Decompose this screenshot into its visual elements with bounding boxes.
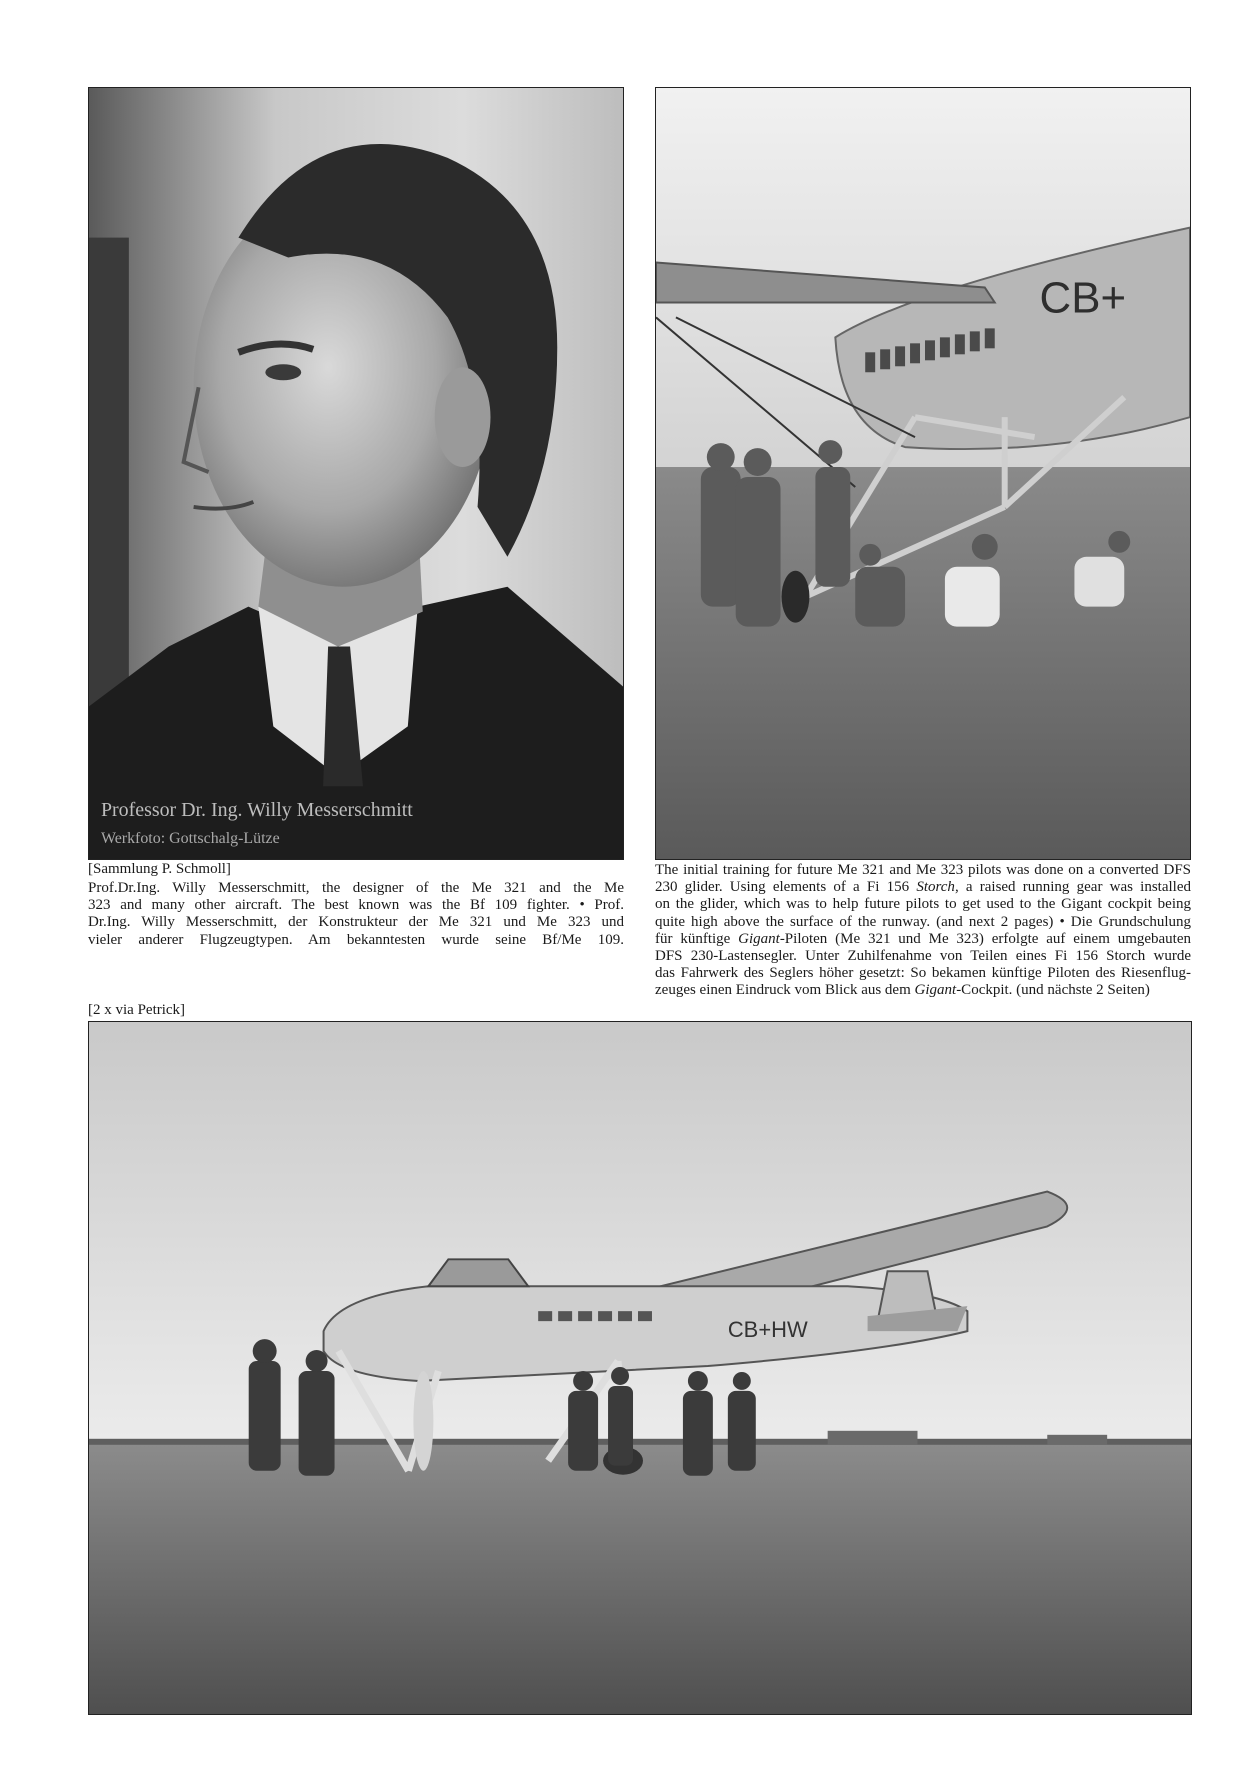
glider-field-photo — [88, 1021, 1192, 1715]
portrait-image — [89, 88, 623, 859]
training-caption-line: quite high above the surface of the runway. (and next 2 pages) • Die Grundschulung — [655, 913, 1191, 930]
training-glider-image — [656, 88, 1190, 859]
portrait-caption — [88, 880, 624, 949]
portrait-overlay-credit: Werkfoto: Gottschalg-Lütze — [100, 830, 280, 848]
portrait-caption-line: 323 and many other aircraft. The best known was the Bf 109 fighter. • Prof. — [88, 897, 624, 914]
training-caption-line: zeuges einen Eindruck vom Blick aus dem Gigant-Cockpit. (und nächste 2 Seiten) — [655, 982, 1150, 999]
training-caption — [655, 862, 1191, 1000]
training-glider-registration: CB+ — [1039, 273, 1127, 323]
portrait-photo-credit: [Sammlung P. Schmoll] — [88, 861, 231, 877]
portrait-caption-line: Prof.Dr.Ing. Willy Messerschmitt, the designer of the Me 321 and the Me — [88, 880, 624, 896]
bottom-photo-credit: [2 x via Petrick] — [88, 1002, 186, 1018]
glider-field-registration: CB+HW — [727, 1317, 808, 1343]
portrait-overlay-name: Professor Dr. Ing. Willy Messerschmitt — [100, 799, 413, 822]
training-caption-line: 230 glider. Using elements of a Fi 156 Storch, a raised running gear was installed — [655, 879, 1191, 896]
training-glider-photo — [655, 87, 1191, 860]
portrait-caption-line: Dr.Ing. Willy Messerschmitt, der Konstrukteur der Me 321 und Me 323 und — [88, 914, 624, 931]
training-caption-line: The initial training for future Me 321 and Me 323 pilots was done on a converted DFS — [655, 862, 1191, 878]
training-caption-line: für künftige Gigant-Piloten (Me 321 und Me 323) erfolgte auf einem umgebauten — [655, 930, 1191, 947]
training-caption-line: DFS 230-Lastensegler. Unter Zuhilfenahme von Teilen eines Fi 156 Storch wurde — [655, 948, 1191, 965]
glider-field-image — [89, 1022, 1191, 1714]
portrait-caption-line: vieler anderer Flugzeugtypen. Am bekanntesten wurde seine Bf/Me 109. — [88, 931, 624, 948]
portrait-photo — [88, 87, 624, 860]
training-caption-line: das Fahrwerk des Seglers höher gesetzt: So bekamen künftige Piloten des Riesenflug- — [655, 965, 1191, 982]
training-caption-line: on the glider, which was to help future pilots to get used to the Gigant cockpit being — [655, 896, 1191, 913]
